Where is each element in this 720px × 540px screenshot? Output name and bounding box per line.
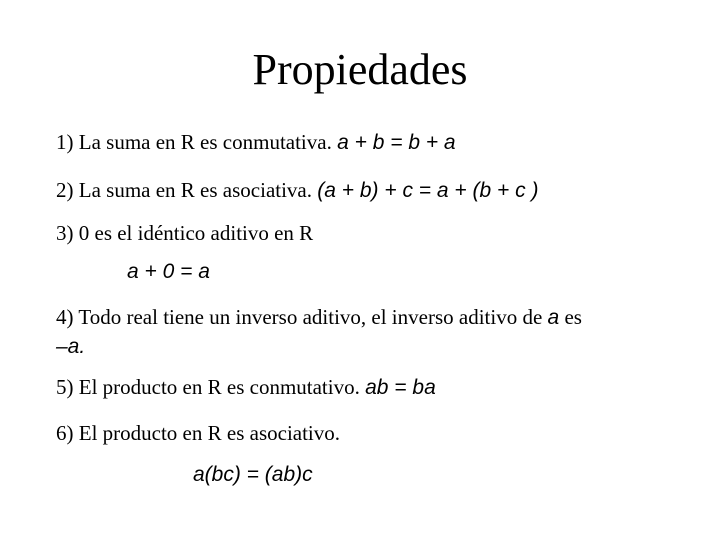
property-6-text: 6) El producto en R es asociativo. bbox=[56, 421, 341, 445]
property-3 bbox=[56, 220, 313, 246]
property-4-continuation: –a. bbox=[56, 335, 86, 358]
property-4 bbox=[56, 304, 582, 331]
property-1-formula: a + b = b + a bbox=[337, 131, 456, 154]
property-4-text-after: es bbox=[559, 305, 582, 329]
property-5-formula: ab = ba bbox=[365, 376, 436, 399]
property-5 bbox=[56, 374, 436, 401]
property-3-formula: a + 0 = a bbox=[127, 260, 210, 283]
property-1-text: 1) La suma en R es conmutativa. bbox=[56, 130, 338, 154]
property-1 bbox=[56, 129, 456, 156]
property-2-formula: (a + b) + c = a + (b + c ) bbox=[317, 179, 539, 202]
property-2-text: 2) La suma en R es asociativa. bbox=[56, 178, 318, 202]
slide-title: Propiedades bbox=[252, 45, 468, 94]
property-4-text-before: 4) Todo real tiene un inverso aditivo, el inverso aditivo de bbox=[56, 305, 548, 329]
property-6-formula: a(bc) = (ab)c bbox=[193, 463, 313, 486]
property-4-variable: a bbox=[547, 306, 560, 329]
property-6 bbox=[56, 420, 340, 446]
property-5-text: 5) El producto en R es conmutativo. bbox=[56, 375, 366, 399]
property-2 bbox=[56, 177, 538, 204]
property-3-text: 3) 0 es el idéntico aditivo en R bbox=[56, 221, 314, 245]
